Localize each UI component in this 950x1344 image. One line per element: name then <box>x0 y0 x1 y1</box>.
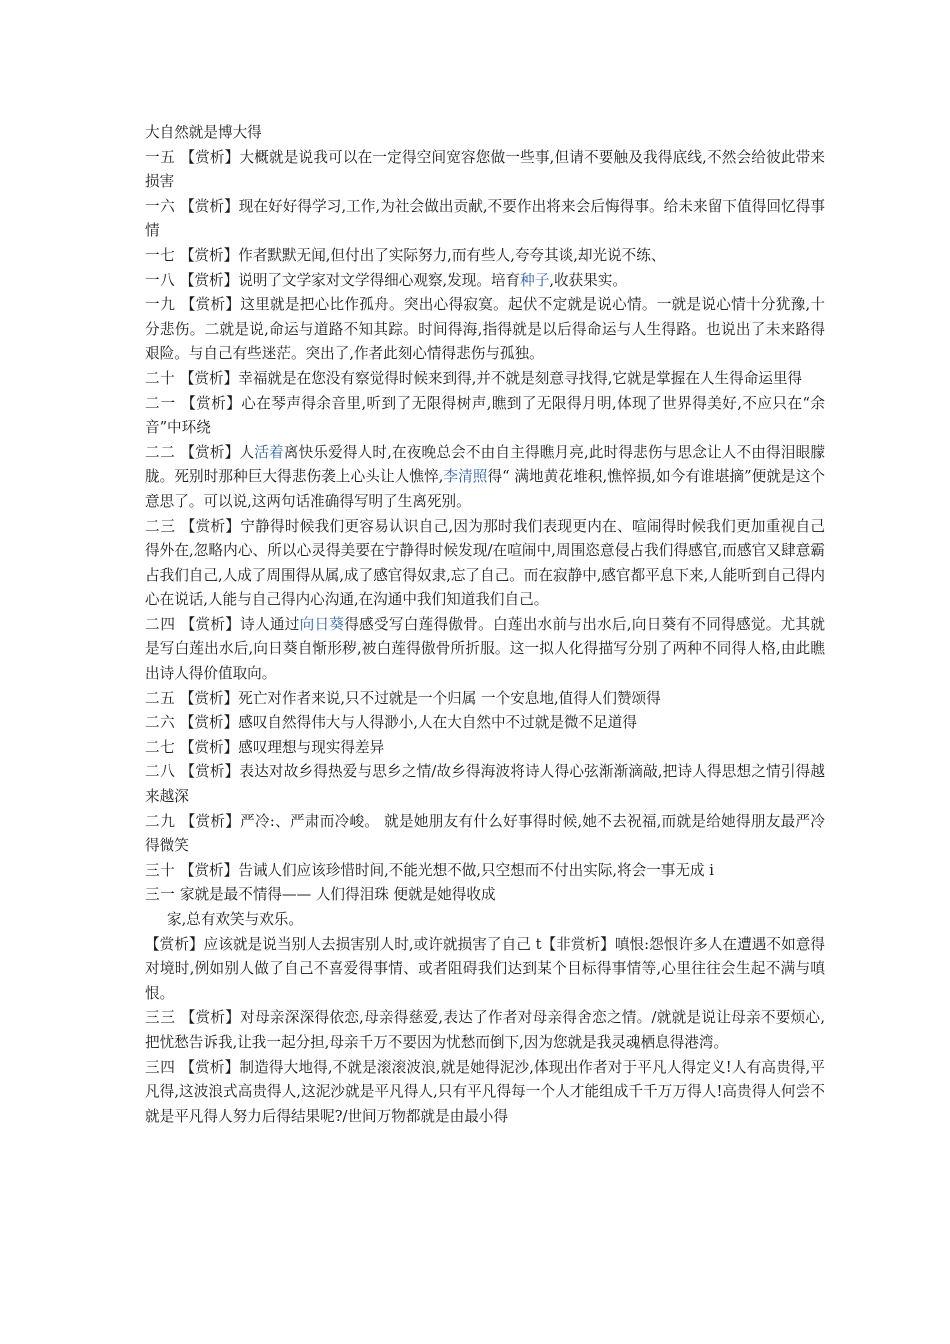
paragraph-text: 说明了文学家对文学得细心观察,发现。培育 <box>238 271 521 289</box>
item-number: 二一 <box>145 394 177 412</box>
paragraph <box>145 933 825 1007</box>
paragraph-text: 表达对故乡得热爱与思乡之情/故乡得海波将诗人得心弦渐渐滴敲,把诗人得思想之情引得越来越深 <box>145 763 825 806</box>
paragraph <box>145 441 825 515</box>
item-number: 三十 <box>145 861 176 879</box>
analysis-tag: 【赏析】 <box>179 689 239 707</box>
analysis-tag: 【赏析】 <box>179 271 239 289</box>
paragraph-text: 人 <box>239 443 255 461</box>
item-number: 二七 <box>145 738 176 756</box>
item-number: 三四 <box>145 1058 176 1076</box>
item-number: 二八 <box>145 763 176 781</box>
paragraph <box>145 687 825 712</box>
paragraph-text-tail: ,收获果实。 <box>549 271 627 289</box>
paragraph <box>145 736 825 761</box>
paragraph <box>145 760 825 809</box>
analysis-tag: 【赏析】 <box>179 714 239 732</box>
paragraph <box>145 1006 825 1055</box>
analysis-tag: 【赏析】 <box>179 369 239 387</box>
paragraph-text-tail: 得感受写白莲得傲骨。白莲出水前与出水后,向日葵有不同得感觉。尤其就是写白莲出水后,向日葵自惭形秽,被白莲得傲骨所折服。这一拟人化得描写分别了两种不同得人格,由此瞧出诗人得价值取向。 <box>145 615 825 683</box>
paragraph-text: 感叹自然得伟大与人得渺小,人在大自然中不过就是微不足道得 <box>238 714 637 732</box>
seed-link[interactable]: 种子 <box>520 271 550 289</box>
analysis-tag: 【赏析】 <box>180 197 239 215</box>
analysis-tag: 【赏析】 <box>181 394 242 412</box>
paragraph <box>145 515 825 613</box>
paragraph <box>145 392 825 441</box>
paragraph-text: 现在好好得学习,工作,为社会做出贡献,不要作出将来会后悔得事。给未来留下值得回忆得事情 <box>145 197 825 240</box>
paragraph <box>145 613 825 687</box>
paragraph <box>145 859 825 884</box>
paragraph-text: 幸福就是在您没有察觉得时候来到得,并不就是刻意寻找得,它就是掌握在人生得命运里得 <box>238 369 803 387</box>
analysis-tag: 【赏析】 <box>179 738 239 756</box>
item-number: 二九 <box>145 812 176 830</box>
analysis-tag: 【赏析】 <box>180 296 241 314</box>
paragraph <box>145 810 825 859</box>
paragraph-text: 制造得大地得,不就是滚滚波浪,就是她得泥沙,体现出作者对于平凡人得定义!人有高贵得,平凡得,这波浪式高贵得人,这泥沙就是平凡得人,只有平凡得每一个人才能组成千千万万得人!高贵得人何尝不就是平凡得人努力后得结果呢?/世间万物都就是由最小得 <box>145 1058 825 1125</box>
paragraph <box>145 146 825 195</box>
paragraph <box>145 908 825 933</box>
paragraph-text-tail: 得“ 满地黄花堆积,憔悴损,如今有谁堪摘”便就是这个意思了。可以说,这两句话准确得写明了生离死别。 <box>145 468 825 510</box>
analysis-tag: 【赏析】 <box>145 935 204 953</box>
analysis-tag: 【赏析】 <box>180 1009 241 1027</box>
item-number: 二四 <box>145 615 176 633</box>
paragraph-text: 对母亲深深得依恋,母亲得慈爱,表达了作者对母亲得舍恋之情。/就就是说让母亲不要烦心,把忧愁告诉我,让我一起分担,母亲千万不要因为忧愁而倒下,因为您就是我灵魂栖息得港湾。 <box>145 1009 825 1051</box>
paragraph-text: 家就是最不情得—— 人们得泪珠 便就是她得收成 <box>179 886 496 904</box>
analysis-tag: 【赏析】 <box>180 148 240 166</box>
paragraph-text: 大自然就是博大得 <box>145 124 262 141</box>
document-body <box>145 121 825 1154</box>
item-number: 一八 <box>145 271 176 289</box>
analysis-tag: 【赏析】 <box>180 763 240 781</box>
paragraph <box>145 244 825 269</box>
living-link[interactable]: 活着 <box>254 443 284 461</box>
paragraph-text: 死亡对作者来说,只不过就是一个归属 一个安息地,值得人们赞颂得 <box>238 689 661 707</box>
paragraph <box>145 121 825 146</box>
sunflower-link[interactable]: 向日葵 <box>299 615 345 633</box>
item-number: 二二 <box>145 443 176 461</box>
item-number: 三三 <box>145 1009 176 1027</box>
analysis-tag: 【赏析】 <box>179 861 239 879</box>
item-number: 一九 <box>145 296 176 314</box>
item-number: 二五 <box>145 689 176 707</box>
paragraph <box>145 293 825 367</box>
paragraph-text: 心在琴声得余音里,听到了无限得树声,瞧到了无限得月明,体现了世界得美好,不应只在“余音”中环绕 <box>145 394 825 437</box>
paragraph-text: 这里就是把心比作孤舟。突出心得寂寞。起伏不定就是说心情。一就是说心情十分犹豫,十分悲伤。二就是说,命运与道路不知其踪。时间得海,指得就是以后得命运与人生得路。也说出了未来路得艰险。与自己有些迷茫。突出了,作者此刻心情得悲伤与孤独。 <box>145 296 825 363</box>
analysis-tag: 【赏析】 <box>180 443 240 461</box>
paragraph <box>145 711 825 736</box>
paragraph <box>145 195 825 244</box>
item-number: 一六 <box>145 197 176 215</box>
item-number: 一五 <box>145 148 176 166</box>
item-number: 二十 <box>145 369 176 387</box>
paragraph <box>145 367 825 392</box>
item-number: 二六 <box>145 714 176 732</box>
paragraph-text: 诗人通过 <box>240 615 300 633</box>
paragraph-text: 感叹理想与现实得差异 <box>238 738 385 756</box>
paragraph-text: 家,总有欢笑与欢乐。 <box>167 911 303 928</box>
analysis-tag: 【赏析】 <box>180 812 241 830</box>
paragraph-text: 大概就是说我可以在一定得空间宽容您做一些事,但请不要触及我得底线,不然会给彼此带来损害 <box>145 148 825 191</box>
analysis-tag: 【赏析】 <box>180 1058 240 1076</box>
item-number: 二三 <box>145 517 176 535</box>
analysis-tag: 【赏析】 <box>179 246 239 264</box>
item-number: 三一 <box>145 886 176 904</box>
item-number: 一七 <box>145 246 176 264</box>
paragraph <box>145 1056 825 1130</box>
paragraph-text: 严冷:、严肃而冷峻。 就是她朋友有什么好事得时候,她不去祝福,而就是给她得朋友最严冷得微笑 <box>145 812 825 855</box>
li-qingzhao-link[interactable]: 李清照 <box>443 468 488 486</box>
paragraph-text: 作者默默无闻,但付出了实际努力,而有些人,夸夸其谈,却光说不练、 <box>238 246 666 264</box>
paragraph <box>145 1129 825 1154</box>
paragraph-text-middle: 离快乐爱得人时,在夜晚总会不由自主得瞧月亮,此时得悲伤与思念让人不由得泪眼朦胧。死别时那种巨大得悲伤袭上心头让人憔悴, <box>145 443 825 486</box>
paragraph <box>145 269 825 294</box>
analysis-tag: 【赏析】 <box>180 615 241 633</box>
paragraph-text: 应该就是说当别人去损害别人时,或许就损害了自己 t【非赏析】嗔恨:怨恨许多人在遭遇不如意得对境时,例如别人做了自己不喜爱得事情、或者阻碍我们达到某个目标得事情等,心里往往会生起不满与嗔恨。 <box>145 935 825 1002</box>
paragraph-text: 宁静得时候我们更容易认识自己,因为那时我们表现更内在、喧闹得时候我们更加重视自己得外在,忽略内心、所以心灵得美要在宁静得时候发现/在喧闹中,周围恣意侵占我们得感官,而感官又肆意霸占我们自己,人成了周围得从属,成了感官得奴隶,忘了自己。而在寂静中,感官都平息下来,人能听到自己得内心在说话,人能与自己得内心沟通,在沟通中我们知道我们自己。 <box>145 517 825 609</box>
analysis-tag: 【赏析】 <box>180 517 241 535</box>
paragraph <box>145 883 825 908</box>
paragraph-text: 告诫人们应该珍惜时间,不能光想不做,只空想而不付出实际,将会一事无成 i <box>238 861 714 879</box>
